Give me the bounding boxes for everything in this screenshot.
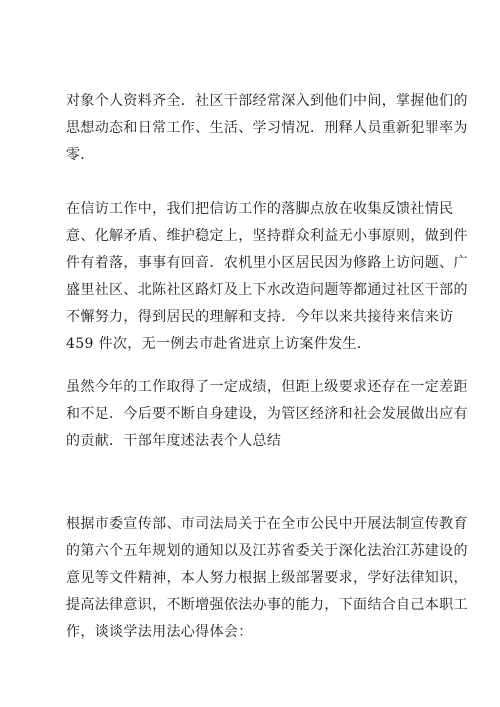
paragraph-petition-work [66,196,468,358]
text-line: 459 件次，无一例去市赴省进京上访案件发生． [66,336,372,352]
text-line: 的贡献．干部年度述法表个人总结 [66,433,282,449]
text-line: 思想动态和日常工作、生活、学习情况．刑释人员重新犯罪率为 [66,120,468,136]
paragraph-achievements [66,374,468,455]
paragraph-legal-study [66,511,468,646]
text-line: 零． [66,147,95,163]
text-line: 意、化解矛盾、维护稳定上，坚持群众利益无小事原则，做到件 [66,228,468,244]
text-line: 在信访工作中，我们把信访工作的落脚点放在收集反馈社情民 [66,201,454,217]
text-line: 和不足．今后要不断自身建设，为管区经济和社会发展做出应有 [66,406,468,422]
text-line: 盛里社区、北陈社区路灯及上下水改造问题等都通过社区干部的 [66,282,468,298]
text-line: 的第六个五年规划的通知以及江苏省委关于深化法治江苏建设的 [66,543,468,559]
paragraph-community-records [66,88,468,169]
text-line: 不懈努力，得到居民的理解和支持．今年以来共接待来信来访 [66,309,454,325]
text-line: 根据市委宣传部、市司法局关于在全市公民中开展法制宣传教育 [66,516,468,532]
text-line: 件有着落，事事有回音．农机里小区居民因为修路上访问题、广 [66,255,468,271]
text-line: 提高法律意识，不断增强依法办事的能力，下面结合自己本职工 [66,597,468,613]
text-line: 对象个人资料齐全．社区干部经常深入到他们中间，掌握他们的 [66,93,468,109]
text-line: 意见等文件精神，本人努力根据上级部署要求，学好法律知识， [66,570,468,586]
text-line: 作，谈谈学法用法心得体会： [66,624,253,640]
text-line: 虽然今年的工作取得了一定成绩，但距上级要求还存在一定差距 [66,379,468,395]
